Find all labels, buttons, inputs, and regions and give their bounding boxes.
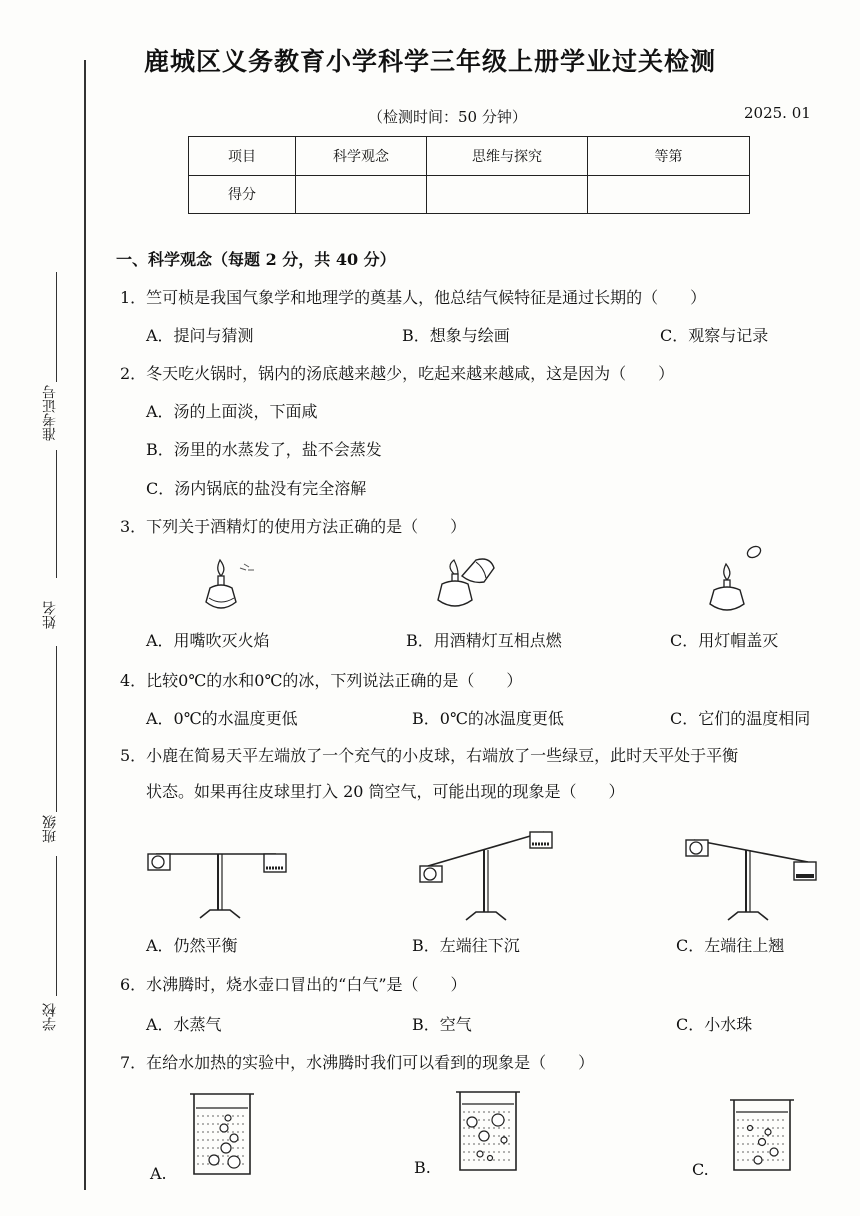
option-b[interactable]: B. [414, 1158, 431, 1177]
exam-duration: （检测时间：50 分钟） [368, 108, 527, 126]
option-a[interactable]: A．提问与猜测 [146, 326, 254, 345]
margin-label-exam-number: 准考证号 [42, 385, 58, 441]
option-b[interactable]: B．0℃的冰温度更低 [412, 709, 564, 728]
score-cell-thinking[interactable] [427, 175, 588, 214]
score-cell-concept[interactable] [296, 175, 427, 214]
option-b[interactable]: B．汤里的水蒸发了，盐不会蒸发 [146, 440, 382, 459]
score-table-header-grade: 等第 [588, 137, 750, 176]
option-a[interactable]: A．0℃的水温度更低 [146, 709, 298, 728]
question-stem: 3．下列关于酒精灯的使用方法正确的是（ ） [120, 517, 467, 536]
option-c[interactable]: C．观察与记录 [660, 326, 769, 345]
fill-line-name-top[interactable] [56, 450, 57, 578]
balance-level-figure [140, 840, 300, 920]
option-c[interactable]: C．它们的温度相同 [670, 709, 811, 728]
option-c[interactable]: C. [692, 1160, 709, 1179]
fill-line-name[interactable] [56, 646, 57, 812]
section-heading: 一、科学观念（每题 2 分，共 40 分） [116, 250, 396, 269]
alcohol-lamp-cap-figure [706, 544, 776, 624]
question-stem: 4．比较0℃的水和0℃的冰，下列说法正确的是（ ） [120, 671, 523, 690]
score-table [188, 136, 750, 214]
question-stem: 5．小鹿在简易天平左端放了一个充气的小皮球，右端放了一些绿豆，此时天平处于平衡 [120, 746, 739, 765]
option-b[interactable]: B．左端往下沉 [412, 936, 520, 955]
option-c[interactable]: C．左端往上翘 [676, 936, 785, 955]
margin-label-class: 班级 [42, 815, 58, 843]
exam-date: 2025. 01 [744, 104, 811, 122]
fill-line-class[interactable] [56, 856, 57, 996]
option-b[interactable]: B．用酒精灯互相点燃 [406, 631, 562, 650]
margin-label-school: 学校 [42, 1003, 58, 1031]
score-table-header-item: 项目 [189, 137, 296, 176]
option-c[interactable]: C．汤内锅底的盐没有完全溶解 [146, 479, 367, 498]
question-stem-continued: 状态。如果再往皮球里打入 20 筒空气，可能出现的现象是（ ） [146, 782, 625, 801]
binding-line [84, 60, 86, 1190]
option-c[interactable]: C．用灯帽盖灭 [670, 631, 779, 650]
score-cell-grade[interactable] [588, 175, 750, 214]
option-a[interactable]: A．汤的上面淡，下面咸 [146, 402, 318, 421]
page-title: 鹿城区义务教育小学科学三年级上册学业过关检测 [143, 47, 716, 76]
beaker-big-bubbles-top-figure [188, 1092, 260, 1178]
question-stem: 2．冬天吃火锅时，锅内的汤底越来越少，吃起来越来越咸，这是因为（ ） [120, 364, 675, 383]
score-table-row-label: 得分 [189, 175, 296, 214]
option-b[interactable]: B．空气 [412, 1015, 472, 1034]
score-table-header-concept: 科学观念 [296, 137, 427, 176]
option-a[interactable]: A．用嘴吹灭火焰 [146, 631, 270, 650]
score-table-header-thinking: 思维与探究 [427, 137, 588, 176]
question-stem: 1．竺可桢是我国气象学和地理学的奠基人，他总结气候特征是通过长期的（ ） [120, 288, 707, 307]
balance-left-up-figure [680, 830, 820, 920]
option-b[interactable]: B．想象与绘画 [402, 326, 510, 345]
question-stem: 6．水沸腾时，烧水壶口冒出的“白气”是（ ） [120, 975, 467, 994]
option-a[interactable]: A. [150, 1164, 167, 1183]
alcohol-lamp-light-each-other-figure [432, 548, 502, 624]
option-a[interactable]: A．水蒸气 [146, 1015, 222, 1034]
balance-left-down-figure [416, 818, 556, 922]
question-stem: 7．在给水加热的实验中，水沸腾时我们可以看到的现象是（ ） [120, 1053, 595, 1072]
fill-line-exam-number[interactable] [56, 272, 57, 382]
beaker-bubbles-figure [454, 1090, 526, 1174]
beaker-small-bubbles-figure [728, 1098, 800, 1174]
margin-label-name: 姓名 [42, 601, 58, 629]
alcohol-lamp-blow-figure [200, 558, 270, 624]
option-c[interactable]: C．小水珠 [676, 1015, 753, 1034]
option-a[interactable]: A．仍然平衡 [146, 936, 238, 955]
